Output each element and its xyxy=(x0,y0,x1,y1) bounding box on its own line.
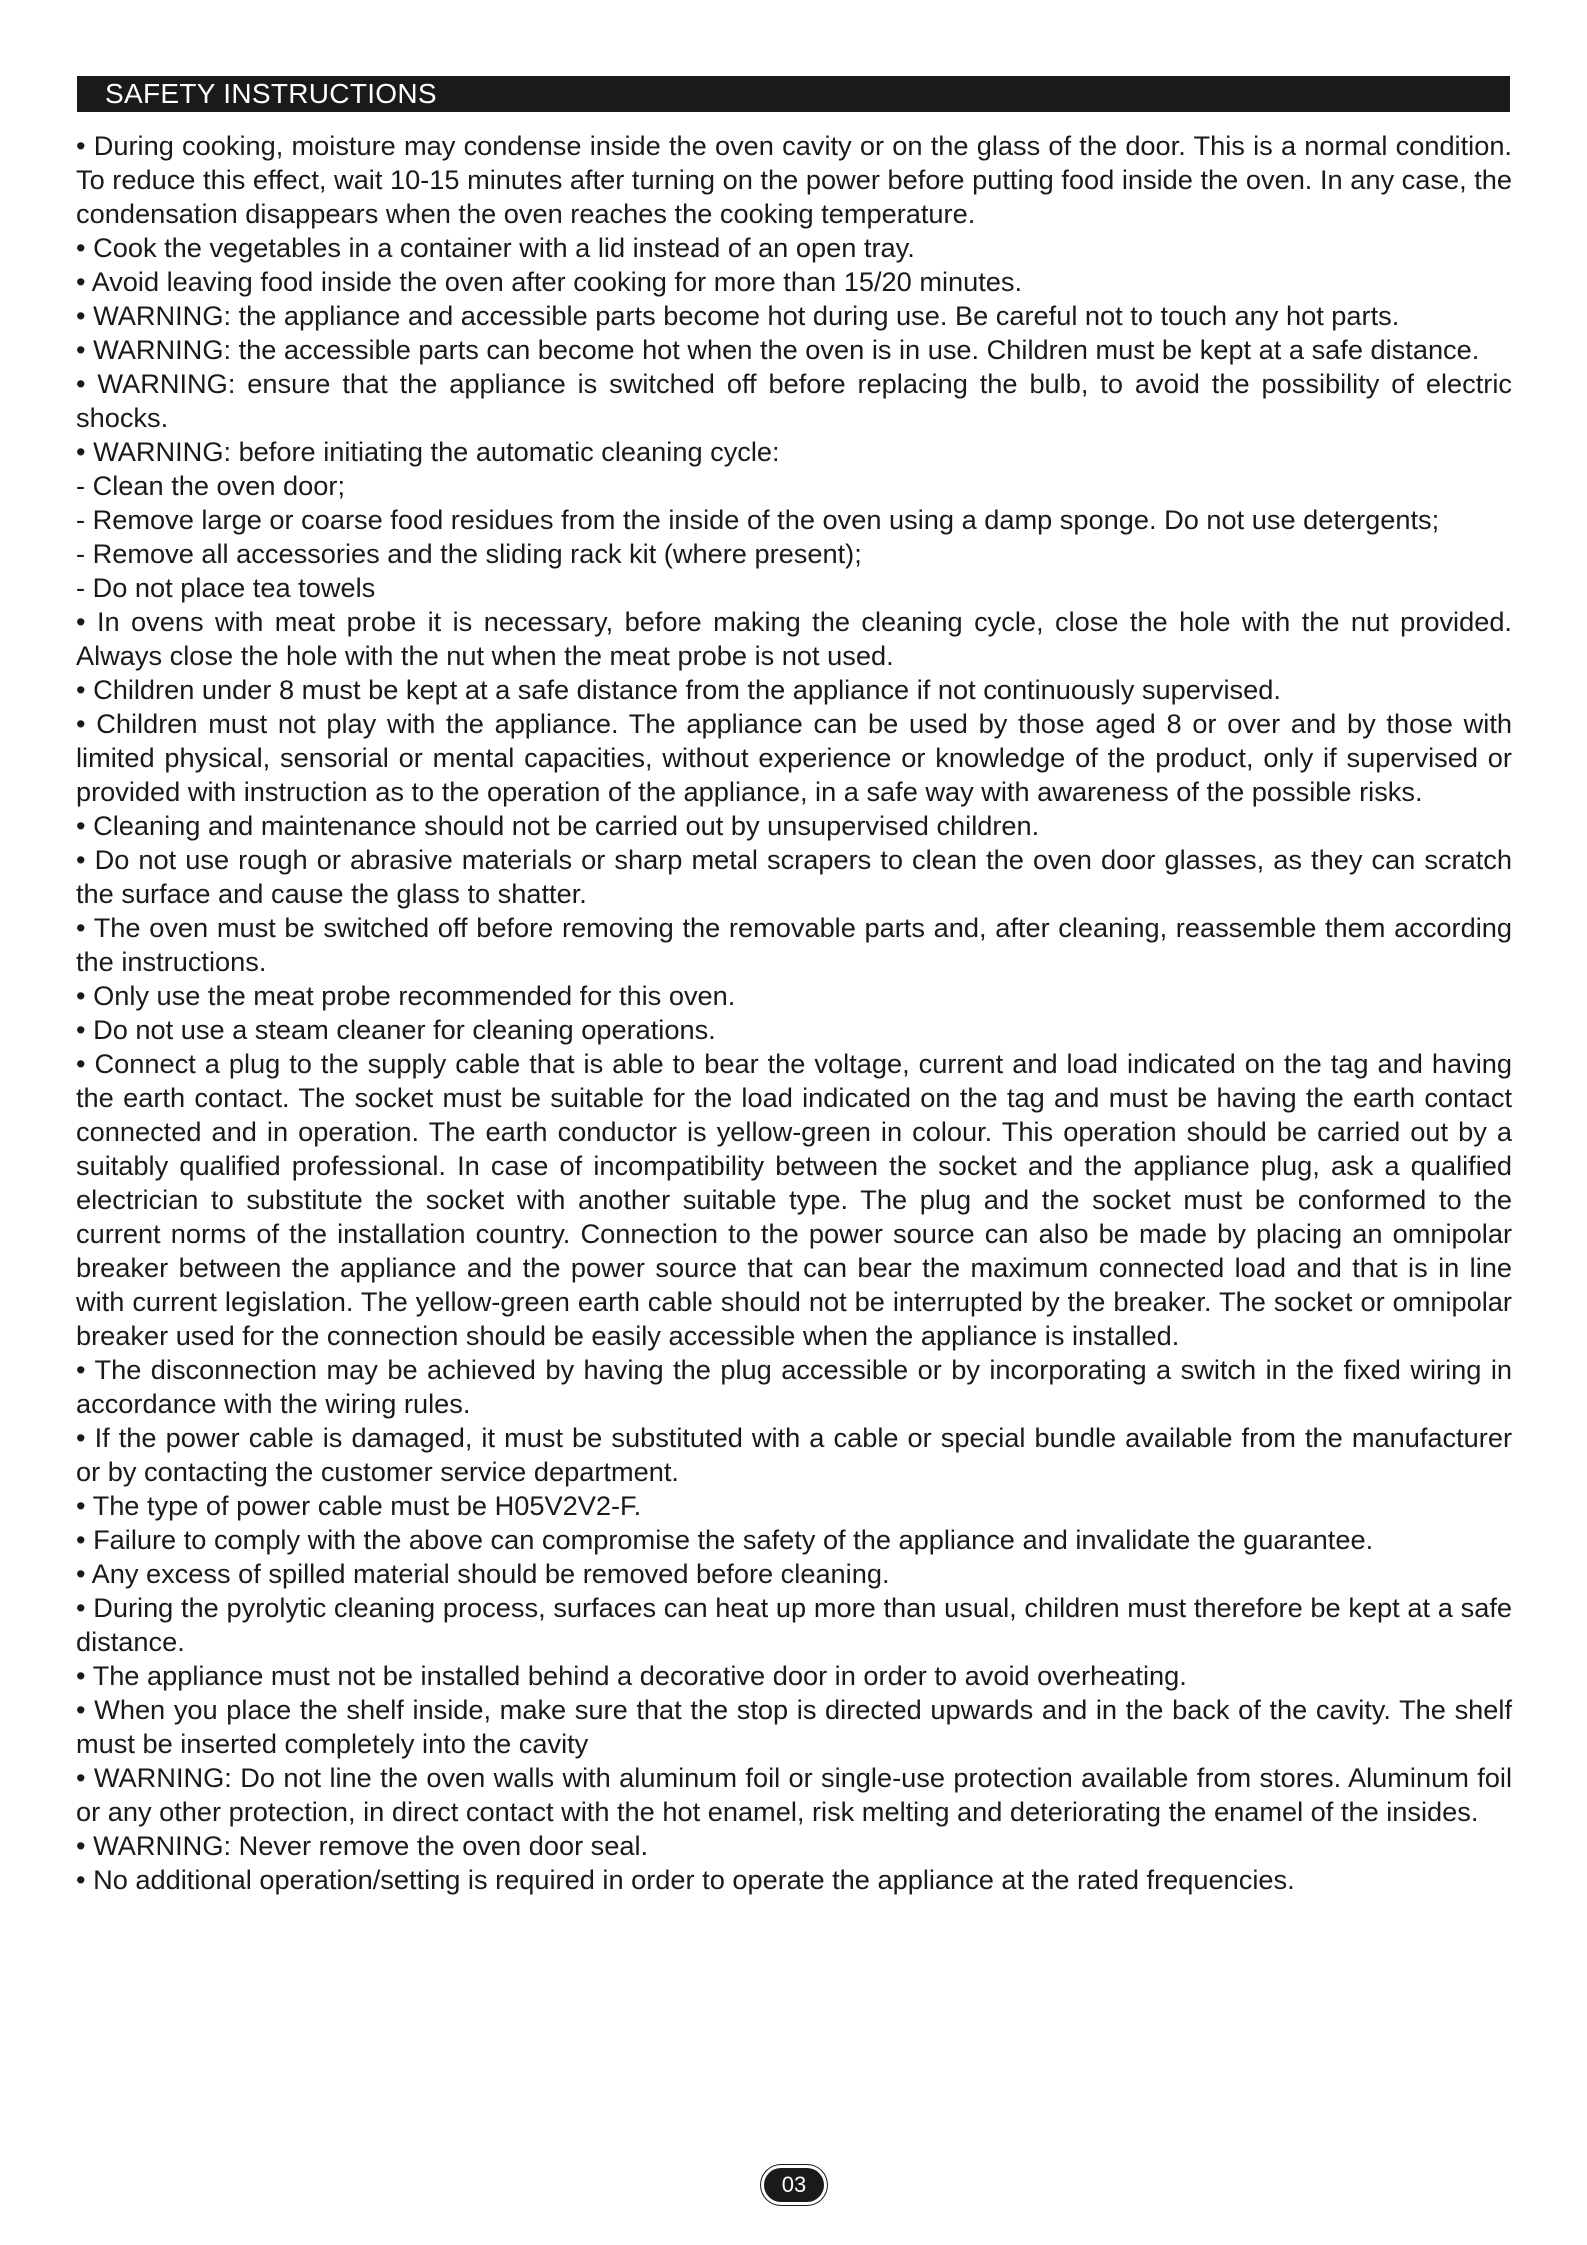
instruction-item: • Failure to comply with the above can compromise the safety of the appliance and invalidate the guarantee. xyxy=(76,1524,1374,1555)
instruction-item: • WARNING: the accessible parts can become hot when the oven is in use. Children must be kept at a safe distance. xyxy=(76,334,1480,365)
instruction-item: • The type of power cable must be H05V2V2-F. xyxy=(76,1490,642,1521)
instruction-item: • During the pyrolytic cleaning process, surfaces can heat up more than usual, children must therefore be kept at a safe distance. xyxy=(76,1592,1512,1657)
instruction-item: • Children must not play with the appliance. The appliance can be used by those aged 8 or over and by those with limited physical, sensorial or mental capacities, without experience or knowledge of the product, only if supervised or provided with instruction as to the operation of the appliance, in a safe way with awareness of the possible risks. xyxy=(76,708,1512,807)
page-number: 03 xyxy=(764,2168,824,2202)
instruction-item: • WARNING: Never remove the oven door seal. xyxy=(76,1830,649,1861)
instruction-item: - Clean the oven door; xyxy=(76,470,346,501)
instruction-item: • The oven must be switched off before removing the removable parts and, after cleaning, reassemble them according the instructions. xyxy=(76,912,1512,977)
instruction-item: • WARNING: ensure that the appliance is switched off before replacing the bulb, to avoid the possibility of electric shocks. xyxy=(76,368,1512,433)
instruction-item: - Remove all accessories and the sliding rack kit (where present); xyxy=(76,538,862,569)
instruction-item: • During cooking, moisture may condense inside the oven cavity or on the glass of the door. This is a normal condition. To reduce this effect, wait 10-15 minutes after turning on the power before putting food inside the oven. In any case, the condensation disappears when the oven reaches the cooking temperature. xyxy=(76,130,1512,229)
instruction-item: • Only use the meat probe recommended for this oven. xyxy=(76,980,736,1011)
instruction-item: • WARNING: the appliance and accessible parts become hot during use. Be careful not to touch any hot parts. xyxy=(76,300,1400,331)
instruction-item: • Cleaning and maintenance should not be carried out by unsupervised children. xyxy=(76,810,1040,841)
instruction-item: • Do not use a steam cleaner for cleaning operations. xyxy=(76,1014,716,1045)
instruction-item: • Any excess of spilled material should be removed before cleaning. xyxy=(76,1558,890,1589)
instruction-item: • WARNING: before initiating the automatic cleaning cycle: xyxy=(76,436,780,467)
instruction-item: • If the power cable is damaged, it must be substituted with a cable or special bundle available from the manufacturer or by contacting the customer service department. xyxy=(76,1422,1512,1487)
instruction-item: - Remove large or coarse food residues from the inside of the oven using a damp sponge. Do not use detergents; xyxy=(76,504,1440,535)
instruction-item: • In ovens with meat probe it is necessary, before making the cleaning cycle, close the hole with the nut provided. Always close the hole with the nut when the meat probe is not used. xyxy=(76,606,1512,671)
section-title: SAFETY INSTRUCTIONS xyxy=(77,76,1510,112)
instructions-body xyxy=(76,129,1512,1897)
instruction-item: • Do not use rough or abrasive materials or sharp metal scrapers to clean the oven door glasses, as they can scratch the surface and cause the glass to shatter. xyxy=(76,844,1512,909)
instruction-item: • Connect a plug to the supply cable that is able to bear the voltage, current and load indicated on the tag and having the earth contact. The socket must be suitable for the load indicated on the tag and must be having the earth contact connected and in operation. The earth conductor is yellow-green in colour. This operation should be carried out by a suitably qualified professional. In case of incompatibility between the socket and the appliance plug, ask a qualified electrician to substitute the socket with another suitable type. The plug and the socket must be conformed to the current norms of the installation country. Connection to the power source can also be made by placing an omnipolar breaker between the appliance and the power source that can bear the maximum connected load and that is in line with current legislation. The yellow-green earth cable should not be interrupted by the breaker. The socket or omnipolar breaker used for the connection should be easily accessible when the appliance is installed. xyxy=(76,1048,1512,1351)
instruction-item: • The disconnection may be achieved by having the plug accessible or by incorporating a switch in the fixed wiring in accordance with the wiring rules. xyxy=(76,1354,1512,1419)
instruction-item: • When you place the shelf inside, make sure that the stop is directed upwards and in the back of the cavity. The shelf must be inserted completely into the cavity xyxy=(76,1694,1512,1759)
instruction-item: • Children under 8 must be kept at a safe distance from the appliance if not continuously supervised. xyxy=(76,674,1281,705)
instruction-item: • Cook the vegetables in a container with a lid instead of an open tray. xyxy=(76,232,915,263)
instruction-item: • The appliance must not be installed behind a decorative door in order to avoid overheating. xyxy=(76,1660,1187,1691)
instruction-item: • Avoid leaving food inside the oven after cooking for more than 15/20 minutes. xyxy=(76,266,1023,297)
instruction-item: • No additional operation/setting is required in order to operate the appliance at the rated frequencies. xyxy=(76,1864,1295,1895)
instruction-item: - Do not place tea towels xyxy=(76,572,376,603)
instruction-item: • WARNING: Do not line the oven walls with aluminum foil or single-use protection available from stores. Aluminum foil or any other protection, in direct contact with the hot enamel, risk melting and deteriorating the enamel of the insides. xyxy=(76,1762,1512,1827)
